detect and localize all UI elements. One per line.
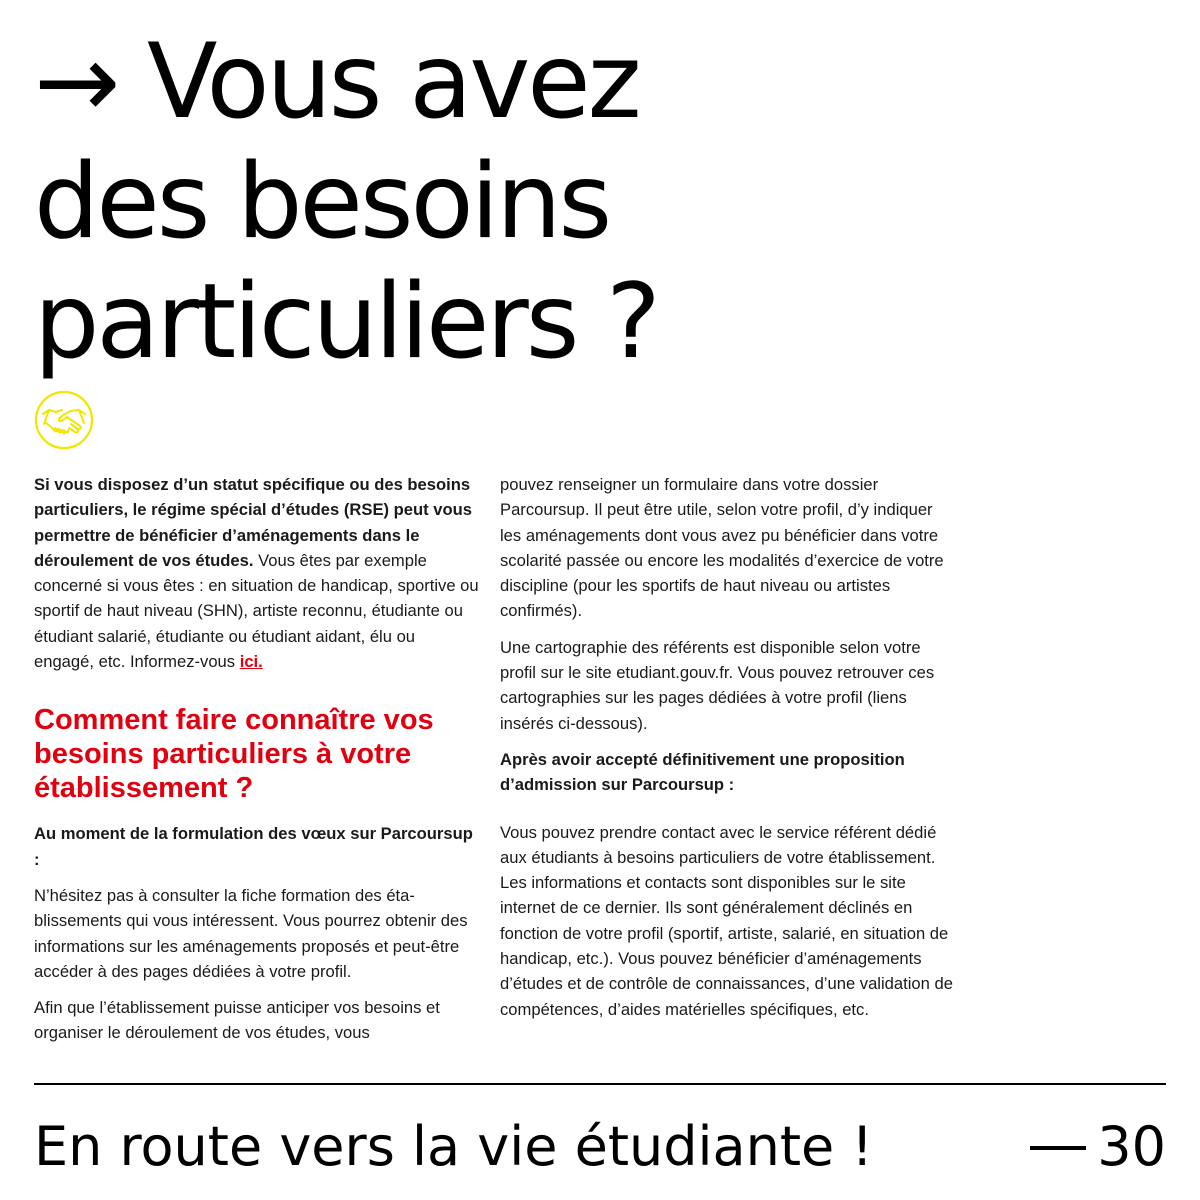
subsection-label-voeux: Au moment de la formulation des vœux sur Parcoursup : (34, 824, 473, 869)
title-line: des besoins (34, 142, 610, 262)
footer-dash (1030, 1146, 1086, 1150)
info-link[interactable]: ici. (239, 652, 263, 672)
body-paragraph: pouvez renseigner un formulaire dans votre dossier Parcoursup. Il peut être utile, selon votre profil, d’y indiquer les aménagements dont vous avez pu bénéficier dans votre scolarité passée ou encore les modalités d’exercice de votre discipline (pour les sportifs de haut niveau ou artistes confirmés). (500, 475, 944, 621)
subsection-label-admission: Après avoir accepté définitivement une proposition d’admission sur Parcoursup : (500, 749, 905, 795)
handshake-icon (34, 390, 94, 450)
body-paragraph: Afin que l’établissement puisse anticiper vos besoins et organiser le déroulement de vos études, vous (34, 998, 440, 1043)
intro-paragraph (34, 472, 479, 674)
right-column (500, 472, 955, 1033)
title-line: → Vous avez (34, 22, 639, 142)
left-column (34, 472, 479, 1057)
title-line: particuliers ? (34, 262, 658, 382)
body-paragraph: Une cartographie des référents est disponible selon votre profil sur le site etudiant.gouv.fr. Vous pouvez retrouver ces cartographies sur les pages dédiées à votre profil (liens insérés ci-dessous). (500, 637, 935, 733)
section-heading: Comment faire connaître vos besoins particuliers à votre établissement ? (34, 704, 434, 805)
intro-text: Vous êtes par exemple concerné si vous êtes : en situation de handicap, sportive ou sportif de haut niveau (SHN), artiste reconnu, étudiante ou étudiant salarié, étudiante ou étudiant aidant, élu ou engagé, etc. Informez-vous (34, 550, 479, 672)
body-paragraph: Vous pouvez prendre contact avec le service référent dédié aux étudiants à besoins particuliers de votre établissement. Les informations et contacts sont disponibles sur le site internet de ce dernier. Ils sont généralement déclinés en fonction de votre profil (sportif, artiste, salarié, en situation de handicap, etc.). Vous pouvez bénéficier d’aménagements d’études et de contrôle de connaissances, d’une validation de compétences, d’aides matérielles spécifiques, etc. (500, 822, 953, 1019)
footer-title: En route vers la vie étudiante ! (34, 1115, 874, 1178)
body-paragraph: N’hésitez pas à consulter la fiche formation des éta-blissements qui vous intéressent. Vous pourrez obtenir des informations sur les aménagements proposés et peut-être accéder à des pages dédiées à votre profil. (34, 885, 468, 981)
page-number: 30 (1097, 1115, 1166, 1178)
page-title (34, 22, 934, 382)
intro-bold-text: Si vous disposez d’un statut spécifique ou des besoins particuliers, le régime spécial d’études (RSE) peut vous permettre de bénéficier d’aménagements dans le déroulement de vos études. (34, 475, 473, 570)
footer-divider (34, 1083, 1166, 1085)
